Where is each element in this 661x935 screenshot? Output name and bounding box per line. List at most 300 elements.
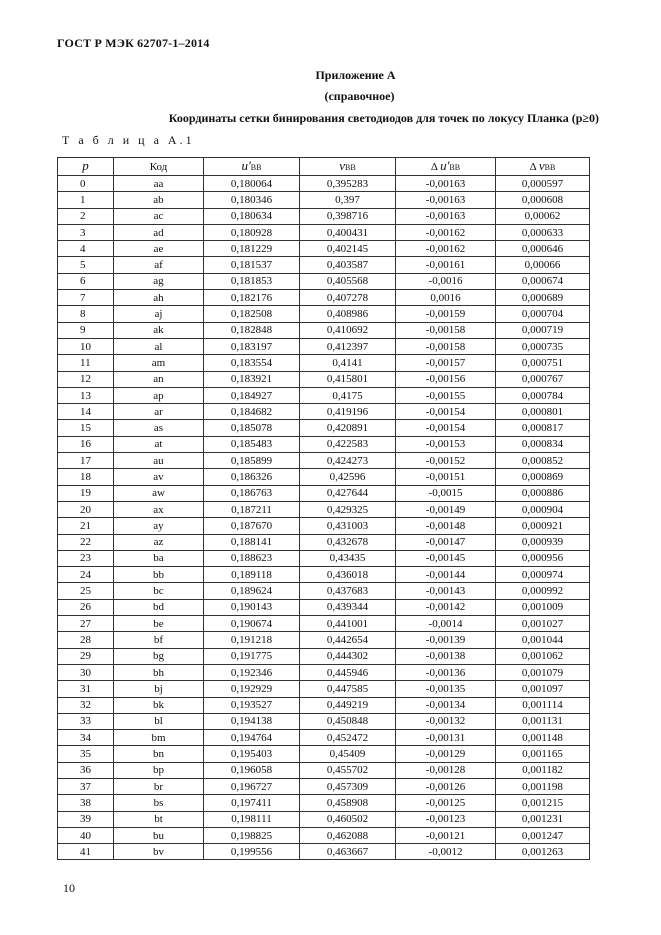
cell-p: 4	[58, 241, 114, 257]
cell-v-bb: 0,463667	[300, 844, 396, 860]
cell-delta-v-bb: 0,000956	[496, 550, 590, 566]
cell-delta-v-bb: 0,001198	[496, 778, 590, 794]
cell-delta-v-bb: 0,000646	[496, 241, 590, 257]
cell-delta-v-bb: 0,000608	[496, 192, 590, 208]
cell-delta-u-bb: -0,00132	[396, 713, 496, 729]
cell-v-bb: 0,436018	[300, 567, 396, 583]
cell-u-bb: 0,192929	[204, 681, 300, 697]
header-u-bb: u'BB	[204, 158, 300, 176]
table-row	[58, 241, 590, 257]
cell-v-bb: 0,424273	[300, 453, 396, 469]
cell-v-bb: 0,408986	[300, 306, 396, 322]
table-row	[58, 811, 590, 827]
cell-u-bb: 0,190674	[204, 616, 300, 632]
cell-v-bb: 0,458908	[300, 795, 396, 811]
table-row	[58, 827, 590, 843]
table-row	[58, 420, 590, 436]
table-row	[58, 453, 590, 469]
cell-u-bb: 0,189624	[204, 583, 300, 599]
cell-v-bb: 0,410692	[300, 322, 396, 338]
header-p: p	[58, 158, 114, 176]
cell-v-bb: 0,398716	[300, 208, 396, 224]
cell-v-bb: 0,45409	[300, 746, 396, 762]
table-row	[58, 273, 590, 289]
cell-v-bb: 0,4175	[300, 387, 396, 403]
cell-v-bb: 0,427644	[300, 485, 396, 501]
cell-delta-u-bb: -0,00162	[396, 224, 496, 240]
cell-delta-v-bb: 0,001062	[496, 648, 590, 664]
cell-delta-v-bb: 0,000704	[496, 306, 590, 322]
cell-p: 10	[58, 338, 114, 354]
cell-code: ba	[114, 550, 204, 566]
cell-v-bb: 0,42596	[300, 469, 396, 485]
cell-p: 15	[58, 420, 114, 436]
cell-code: ap	[114, 387, 204, 403]
cell-u-bb: 0,191218	[204, 632, 300, 648]
cell-delta-v-bb: 0,001148	[496, 730, 590, 746]
cell-code: av	[114, 469, 204, 485]
cell-delta-u-bb: -0,00139	[396, 632, 496, 648]
table-row	[58, 257, 590, 273]
cell-code: bn	[114, 746, 204, 762]
cell-delta-u-bb: -0,00131	[396, 730, 496, 746]
cell-v-bb: 0,431003	[300, 518, 396, 534]
standard-code-header: ГОСТ Р МЭК 62707-1–2014	[57, 36, 210, 50]
cell-code: bm	[114, 730, 204, 746]
cell-delta-u-bb: -0,00159	[396, 306, 496, 322]
cell-p: 22	[58, 534, 114, 550]
cell-p: 23	[58, 550, 114, 566]
cell-p: 27	[58, 616, 114, 632]
cell-delta-v-bb: 0,000921	[496, 518, 590, 534]
cell-delta-v-bb: 0,000735	[496, 338, 590, 354]
cell-u-bb: 0,182176	[204, 290, 300, 306]
cell-p: 0	[58, 176, 114, 192]
cell-code: bg	[114, 648, 204, 664]
cell-v-bb: 0,450848	[300, 713, 396, 729]
cell-u-bb: 0,187211	[204, 501, 300, 517]
table-row	[58, 208, 590, 224]
cell-p: 32	[58, 697, 114, 713]
cell-u-bb: 0,181537	[204, 257, 300, 273]
cell-code: bl	[114, 713, 204, 729]
cell-delta-v-bb: 0,001263	[496, 844, 590, 860]
cell-p: 3	[58, 224, 114, 240]
cell-delta-u-bb: -0,00134	[396, 697, 496, 713]
header-delta-u-bb: Δ u'BB	[396, 158, 496, 176]
cell-p: 28	[58, 632, 114, 648]
cell-delta-v-bb: 0,000719	[496, 322, 590, 338]
cell-delta-v-bb: 0,000939	[496, 534, 590, 550]
cell-delta-u-bb: -0,00154	[396, 404, 496, 420]
header-v-bb: vBB	[300, 158, 396, 176]
table-row	[58, 338, 590, 354]
cell-u-bb: 0,182508	[204, 306, 300, 322]
cell-u-bb: 0,189118	[204, 567, 300, 583]
cell-v-bb: 0,455702	[300, 762, 396, 778]
cell-delta-v-bb: 0,001079	[496, 664, 590, 680]
cell-code: at	[114, 436, 204, 452]
cell-p: 36	[58, 762, 114, 778]
cell-p: 1	[58, 192, 114, 208]
cell-delta-v-bb: 0,000852	[496, 453, 590, 469]
cell-delta-v-bb: 0,00062	[496, 208, 590, 224]
cell-delta-u-bb: -0,00126	[396, 778, 496, 794]
cell-code: al	[114, 338, 204, 354]
cell-delta-u-bb: -0,00142	[396, 599, 496, 615]
cell-delta-v-bb: 0,000904	[496, 501, 590, 517]
cell-p: 9	[58, 322, 114, 338]
cell-delta-v-bb: 0,000817	[496, 420, 590, 436]
cell-delta-u-bb: -0,0015	[396, 485, 496, 501]
table-label: Т а б л и ц а А.1	[62, 133, 195, 147]
cell-delta-v-bb: 0,000992	[496, 583, 590, 599]
cell-v-bb: 0,447585	[300, 681, 396, 697]
cell-delta-u-bb: -0,00163	[396, 176, 496, 192]
cell-code: ak	[114, 322, 204, 338]
cell-code: ah	[114, 290, 204, 306]
table-row	[58, 697, 590, 713]
cell-delta-u-bb: -0,00121	[396, 827, 496, 843]
cell-code: bk	[114, 697, 204, 713]
cell-u-bb: 0,195403	[204, 746, 300, 762]
cell-delta-v-bb: 0,000597	[496, 176, 590, 192]
cell-delta-u-bb: -0,00125	[396, 795, 496, 811]
cell-delta-u-bb: -0,00158	[396, 338, 496, 354]
cell-code: ag	[114, 273, 204, 289]
cell-v-bb: 0,432678	[300, 534, 396, 550]
cell-code: bv	[114, 844, 204, 860]
table-row	[58, 616, 590, 632]
table-row	[58, 404, 590, 420]
table-row	[58, 322, 590, 338]
cell-delta-u-bb: -0,00123	[396, 811, 496, 827]
cell-u-bb: 0,186326	[204, 469, 300, 485]
table-row	[58, 501, 590, 517]
cell-u-bb: 0,193527	[204, 697, 300, 713]
cell-v-bb: 0,449219	[300, 697, 396, 713]
annex-subtitle: (справочное)	[324, 89, 395, 103]
cell-p: 31	[58, 681, 114, 697]
cell-p: 35	[58, 746, 114, 762]
cell-delta-v-bb: 0,001215	[496, 795, 590, 811]
cell-delta-v-bb: 0,000834	[496, 436, 590, 452]
cell-u-bb: 0,180064	[204, 176, 300, 192]
annex-caption: Координаты сетки бинирования светодиодов для точек по локусу Планка (p≥0)	[168, 111, 599, 125]
cell-code: bt	[114, 811, 204, 827]
cell-delta-u-bb: -0,00129	[396, 746, 496, 762]
cell-u-bb: 0,198111	[204, 811, 300, 827]
cell-v-bb: 0,422583	[300, 436, 396, 452]
cell-delta-v-bb: 0,000751	[496, 355, 590, 371]
cell-delta-u-bb: -0,00147	[396, 534, 496, 550]
cell-delta-u-bb: -0,00157	[396, 355, 496, 371]
table-row	[58, 436, 590, 452]
cell-v-bb: 0,43435	[300, 550, 396, 566]
cell-delta-v-bb: 0,000974	[496, 567, 590, 583]
cell-code: ax	[114, 501, 204, 517]
cell-delta-v-bb: 0,001131	[496, 713, 590, 729]
table-row	[58, 713, 590, 729]
table-row	[58, 746, 590, 762]
cell-delta-v-bb: 0,001247	[496, 827, 590, 843]
table-row	[58, 306, 590, 322]
cell-delta-v-bb: 0,001114	[496, 697, 590, 713]
table-row	[58, 567, 590, 583]
cell-u-bb: 0,185483	[204, 436, 300, 452]
cell-u-bb: 0,181229	[204, 241, 300, 257]
annex-title: Приложение А	[315, 68, 396, 82]
cell-v-bb: 0,415801	[300, 371, 396, 387]
cell-delta-u-bb: -0,00138	[396, 648, 496, 664]
cell-u-bb: 0,182848	[204, 322, 300, 338]
cell-delta-v-bb: 0,001097	[496, 681, 590, 697]
cell-p: 29	[58, 648, 114, 664]
cell-code: bf	[114, 632, 204, 648]
cell-code: ac	[114, 208, 204, 224]
cell-u-bb: 0,196727	[204, 778, 300, 794]
cell-code: ab	[114, 192, 204, 208]
cell-u-bb: 0,183197	[204, 338, 300, 354]
cell-p: 26	[58, 599, 114, 615]
cell-delta-u-bb: -0,00144	[396, 567, 496, 583]
table-row	[58, 371, 590, 387]
cell-u-bb: 0,184927	[204, 387, 300, 403]
cell-u-bb: 0,188623	[204, 550, 300, 566]
cell-v-bb: 0,437683	[300, 583, 396, 599]
cell-v-bb: 0,452472	[300, 730, 396, 746]
cell-code: az	[114, 534, 204, 550]
cell-p: 39	[58, 811, 114, 827]
cell-v-bb: 0,444302	[300, 648, 396, 664]
cell-code: am	[114, 355, 204, 371]
table-row	[58, 632, 590, 648]
cell-delta-v-bb: 0,000767	[496, 371, 590, 387]
cell-delta-v-bb: 0,000633	[496, 224, 590, 240]
cell-v-bb: 0,397	[300, 192, 396, 208]
cell-v-bb: 0,442654	[300, 632, 396, 648]
header-code: Код	[114, 158, 204, 176]
cell-code: bd	[114, 599, 204, 615]
cell-u-bb: 0,183554	[204, 355, 300, 371]
cell-delta-u-bb: -0,00155	[396, 387, 496, 403]
cell-u-bb: 0,186763	[204, 485, 300, 501]
cell-u-bb: 0,192346	[204, 664, 300, 680]
table-row	[58, 550, 590, 566]
cell-code: aa	[114, 176, 204, 192]
table-row	[58, 648, 590, 664]
table-row	[58, 469, 590, 485]
cell-p: 18	[58, 469, 114, 485]
cell-p: 21	[58, 518, 114, 534]
cell-delta-u-bb: -0,00145	[396, 550, 496, 566]
cell-delta-u-bb: -0,0014	[396, 616, 496, 632]
cell-p: 19	[58, 485, 114, 501]
cell-u-bb: 0,180928	[204, 224, 300, 240]
cell-delta-v-bb: 0,000869	[496, 469, 590, 485]
cell-p: 2	[58, 208, 114, 224]
cell-v-bb: 0,405568	[300, 273, 396, 289]
table-row	[58, 844, 590, 860]
header-delta-v-bb: Δ vBB	[496, 158, 590, 176]
cell-u-bb: 0,187670	[204, 518, 300, 534]
cell-v-bb: 0,445946	[300, 664, 396, 680]
cell-code: au	[114, 453, 204, 469]
table-row	[58, 762, 590, 778]
cell-code: bc	[114, 583, 204, 599]
cell-u-bb: 0,185899	[204, 453, 300, 469]
cell-delta-u-bb: -0,00153	[396, 436, 496, 452]
cell-v-bb: 0,457309	[300, 778, 396, 794]
cell-code: bu	[114, 827, 204, 843]
cell-code: aj	[114, 306, 204, 322]
cell-delta-u-bb: -0,00149	[396, 501, 496, 517]
cell-u-bb: 0,188141	[204, 534, 300, 550]
table-row	[58, 290, 590, 306]
cell-v-bb: 0,429325	[300, 501, 396, 517]
cell-code: aw	[114, 485, 204, 501]
table-row	[58, 387, 590, 403]
cell-delta-v-bb: 0,001231	[496, 811, 590, 827]
table-row	[58, 778, 590, 794]
cell-p: 37	[58, 778, 114, 794]
cell-u-bb: 0,183921	[204, 371, 300, 387]
cell-v-bb: 0,412397	[300, 338, 396, 354]
cell-u-bb: 0,185078	[204, 420, 300, 436]
table-row	[58, 192, 590, 208]
cell-p: 41	[58, 844, 114, 860]
cell-p: 33	[58, 713, 114, 729]
cell-v-bb: 0,462088	[300, 827, 396, 843]
cell-v-bb: 0,400431	[300, 224, 396, 240]
cell-code: bs	[114, 795, 204, 811]
cell-delta-u-bb: -0,00162	[396, 241, 496, 257]
page-number: 10	[63, 881, 75, 895]
cell-delta-u-bb: -0,00151	[396, 469, 496, 485]
cell-u-bb: 0,180634	[204, 208, 300, 224]
cell-p: 16	[58, 436, 114, 452]
cell-u-bb: 0,196058	[204, 762, 300, 778]
cell-v-bb: 0,441001	[300, 616, 396, 632]
cell-code: ay	[114, 518, 204, 534]
cell-v-bb: 0,395283	[300, 176, 396, 192]
cell-code: bp	[114, 762, 204, 778]
cell-delta-v-bb: 0,001027	[496, 616, 590, 632]
table-row	[58, 681, 590, 697]
cell-u-bb: 0,190143	[204, 599, 300, 615]
cell-delta-v-bb: 0,000784	[496, 387, 590, 403]
cell-delta-v-bb: 0,000674	[496, 273, 590, 289]
cell-code: ad	[114, 224, 204, 240]
cell-delta-u-bb: -0,00154	[396, 420, 496, 436]
cell-delta-u-bb: -0,00143	[396, 583, 496, 599]
cell-code: bb	[114, 567, 204, 583]
cell-delta-u-bb: -0,00161	[396, 257, 496, 273]
cell-code: ae	[114, 241, 204, 257]
table-row	[58, 534, 590, 550]
cell-delta-u-bb: -0,00163	[396, 192, 496, 208]
cell-delta-v-bb: 0,001182	[496, 762, 590, 778]
table-row	[58, 599, 590, 615]
cell-delta-u-bb: -0,00158	[396, 322, 496, 338]
cell-delta-v-bb: 0,00066	[496, 257, 590, 273]
table-row	[58, 583, 590, 599]
cell-p: 24	[58, 567, 114, 583]
cell-delta-v-bb: 0,001165	[496, 746, 590, 762]
cell-delta-u-bb: -0,0012	[396, 844, 496, 860]
table-row	[58, 355, 590, 371]
cell-code: an	[114, 371, 204, 387]
table-header-row	[58, 158, 590, 176]
cell-v-bb: 0,407278	[300, 290, 396, 306]
cell-delta-u-bb: 0,0016	[396, 290, 496, 306]
table-row	[58, 664, 590, 680]
cell-delta-v-bb: 0,000886	[496, 485, 590, 501]
cell-delta-v-bb: 0,001044	[496, 632, 590, 648]
cell-code: bh	[114, 664, 204, 680]
cell-p: 5	[58, 257, 114, 273]
cell-delta-u-bb: -0,0016	[396, 273, 496, 289]
cell-u-bb: 0,197411	[204, 795, 300, 811]
table-row	[58, 176, 590, 192]
cell-p: 7	[58, 290, 114, 306]
cell-delta-u-bb: -0,00163	[396, 208, 496, 224]
cell-p: 11	[58, 355, 114, 371]
cell-u-bb: 0,194764	[204, 730, 300, 746]
cell-u-bb: 0,184682	[204, 404, 300, 420]
cell-u-bb: 0,181853	[204, 273, 300, 289]
cell-v-bb: 0,439344	[300, 599, 396, 615]
cell-code: ar	[114, 404, 204, 420]
cell-p: 38	[58, 795, 114, 811]
cell-delta-v-bb: 0,001009	[496, 599, 590, 615]
cell-delta-v-bb: 0,000689	[496, 290, 590, 306]
cell-delta-u-bb: -0,00152	[396, 453, 496, 469]
table-row	[58, 485, 590, 501]
cell-v-bb: 0,402145	[300, 241, 396, 257]
cell-delta-u-bb: -0,00148	[396, 518, 496, 534]
cell-delta-u-bb: -0,00135	[396, 681, 496, 697]
cell-delta-v-bb: 0,000801	[496, 404, 590, 420]
cell-p: 40	[58, 827, 114, 843]
cell-code: be	[114, 616, 204, 632]
cell-code: as	[114, 420, 204, 436]
cell-p: 14	[58, 404, 114, 420]
table-row	[58, 730, 590, 746]
cell-delta-u-bb: -0,00128	[396, 762, 496, 778]
cell-p: 20	[58, 501, 114, 517]
cell-u-bb: 0,180346	[204, 192, 300, 208]
cell-p: 30	[58, 664, 114, 680]
cell-code: br	[114, 778, 204, 794]
cell-p: 12	[58, 371, 114, 387]
table-body	[58, 176, 590, 860]
cell-p: 25	[58, 583, 114, 599]
table-row	[58, 795, 590, 811]
cell-v-bb: 0,403587	[300, 257, 396, 273]
cell-u-bb: 0,191775	[204, 648, 300, 664]
cell-delta-u-bb: -0,00156	[396, 371, 496, 387]
cell-p: 34	[58, 730, 114, 746]
cell-p: 13	[58, 387, 114, 403]
cell-p: 8	[58, 306, 114, 322]
cell-v-bb: 0,4141	[300, 355, 396, 371]
cell-u-bb: 0,194138	[204, 713, 300, 729]
binning-coordinates-table	[57, 157, 590, 860]
cell-p: 6	[58, 273, 114, 289]
table-row	[58, 518, 590, 534]
cell-code: bj	[114, 681, 204, 697]
